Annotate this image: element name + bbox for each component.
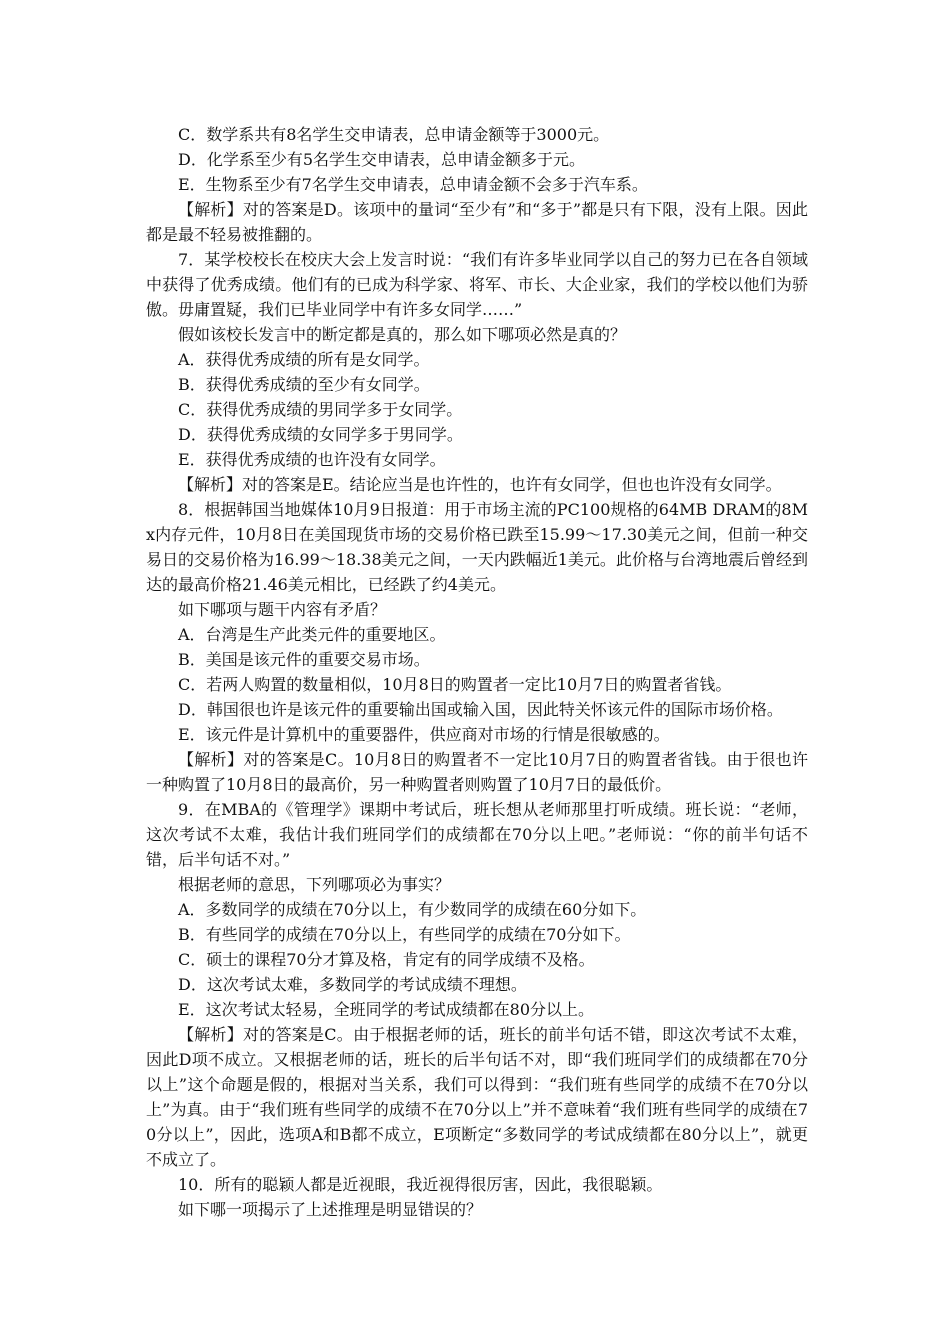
question-9-option-a: A．多数同学的成绩在70分以上，有少数同学的成绩在60分如下。 (178, 900, 647, 919)
question-8-option-e: E．该元件是计算机中的重要器件，供应商对市场的行情是很敏感的。 (178, 725, 670, 744)
question-8-prompt: 如下哪项与题干内容有矛盾？ (178, 600, 387, 619)
analysis-9: 【解析】对的答案是C。由于根据老师的话，班长的前半句话不错，即这次考试不太难，因此D项不成立。又根据老师的话，班长的后半句话不对，即“我们班同学们的成绩都在70分以上”这个命题是假的，根据对当关系，我们可以得到：“我们班有些同学的成绩不在70分以上”为真。由于“我们班有些同学的成绩不在70分以上”并不意味着“我们班有些同学的成绩在70分以上”，因此，选项A和B都不成立，E项断定“多数同学的考试成绩都在80分以上”，就更不成立了。 (146, 1025, 808, 1169)
question-9-option-b: B．有些同学的成绩在70分以上，有些同学的成绩在70分如下。 (178, 925, 631, 944)
question-8-option-a: A．台湾是生产此类元件的重要地区。 (178, 625, 446, 644)
question-9-option-c: C．硕士的课程70分才算及格，肯定有的同学成绩不及格。 (178, 950, 595, 969)
question-7-option-b: B．获得优秀成绩的至少有女同学。 (178, 375, 430, 394)
question-9-prompt: 根据老师的意思，下列哪项必为事实？ (178, 875, 451, 894)
analysis-8: 【解析】对的答案是C。10月8日的购置者不一定比10月7日的购置者省钱。由于很也许一种购置了10月8日的最高价，另一种购置者则购置了10月7日的最低价。 (146, 750, 808, 794)
question-7-option-d: D．获得优秀成绩的女同学多于男同学。 (178, 425, 463, 444)
question-8-option-b: B．美国是该元件的重要交易市场。 (178, 650, 430, 669)
question-7: 7．某学校校长在校庆大会上发言时说：“我们有许多毕业同学以自己的努力已在各自领域中获得了优秀成绩。他们有的已成为科学家、将军、市长、大企业家，我们的学校以他们为骄傲。毋庸置疑，我们已毕业同学中有许多女同学……” (146, 250, 808, 319)
analysis-6: 【解析】对的答案是D。该项中的量词“至少有”和“多于”都是只有下限，没有上限。因此都是最不轻易被推翻的。 (146, 200, 808, 244)
question-9-option-d: D．这次考试太难，多数同学的考试成绩不理想。 (178, 975, 527, 994)
question-9: 9．在MBA的《管理学》课期中考试后，班长想从老师那里打听成绩。班长说：“老师，这次考试不太难，我估计我们班同学们的成绩都在70分以上吧。”老师说：“你的前半句话不错，后半句话不对。” (146, 800, 808, 869)
option-e-biology: E．生物系至少有7名学生交申请表，总申请金额不会多于汽车系。 (178, 175, 648, 194)
question-7-prompt: 假如该校长发言中的断定都是真的，那么如下哪项必然是真的？ (178, 325, 627, 344)
option-d-chemistry: D．化学系至少有5名学生交申请表，总申请金额多于元。 (178, 150, 586, 169)
question-7-option-e: E．获得优秀成绩的也许没有女同学。 (178, 450, 446, 469)
option-c-math: C．数学系共有8名学生交申请表，总申请金额等于3000元。 (178, 125, 610, 144)
question-7-option-a: A．获得优秀成绩的所有是女同学。 (178, 350, 430, 369)
question-9-option-e: E．这次考试太轻易，全班同学的考试成绩都在80分以上。 (178, 1000, 595, 1019)
question-10: 10．所有的聪颖人都是近视眼，我近视得很厉害，因此，我很聪颖。 (178, 1175, 663, 1194)
question-7-option-c: C．获得优秀成绩的男同学多于女同学。 (178, 400, 463, 419)
question-8-option-d: D．韩国很也许是该元件的重要输出国或输入国，因此特关怀该元件的国际市场价格。 (178, 700, 783, 719)
analysis-7: 【解析】对的答案是E。结论应当是也许性的，也许有女同学，但也也许没有女同学。 (178, 475, 782, 494)
question-10-prompt: 如下哪一项揭示了上述推理是明显错误的？ (178, 1200, 483, 1219)
question-8: 8．根据韩国当地媒体10月9日报道：用于市场主流的PC100规格的64MB DRAM的8Mx内存元件，10月8日在美国现货市场的交易价格已跌至15.99～17.30美元之间，但前一种交易日的交易价格为16.99～18.38美元之间，一天内跌幅近1美元。此价格与台湾地震后曾经到达的最高价格21.46美元相比，已经跌了约4美元。 (146, 500, 808, 594)
question-8-option-c: C．若两人购置的数量相似，10月8日的购置者一定比10月7日的购置者省钱。 (178, 675, 732, 694)
document-page (146, 122, 808, 1222)
